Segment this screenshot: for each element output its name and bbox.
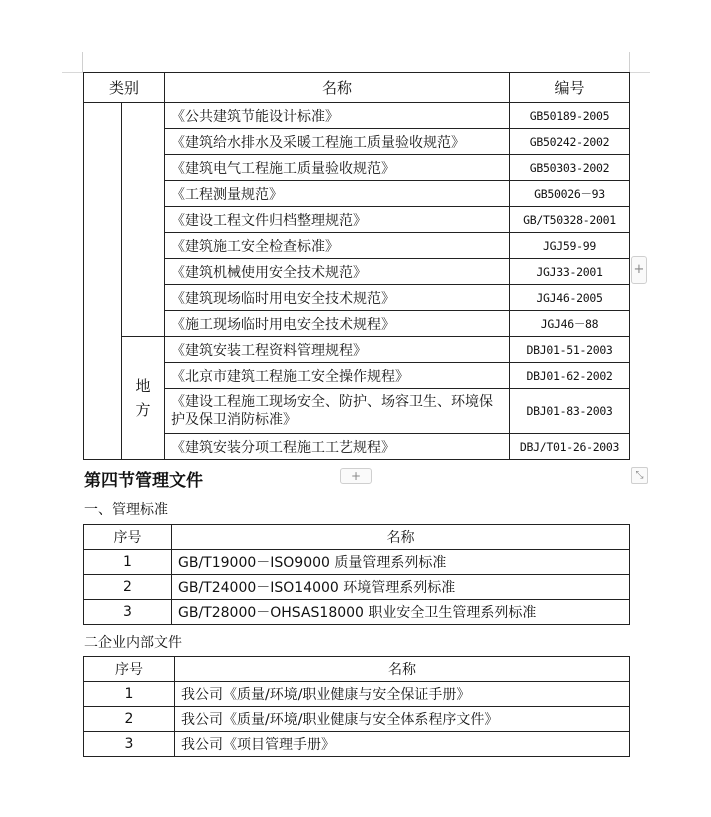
standards-table [83, 72, 630, 460]
table-row [84, 434, 630, 460]
table-row [84, 337, 630, 363]
table-row [84, 550, 630, 575]
standard-name: 《建筑给水排水及采暖工程施工质量验收规范》 [165, 129, 510, 155]
table-row [84, 732, 630, 757]
standard-code: JGJ46－88 [510, 311, 630, 337]
row-seq: 3 [84, 600, 172, 625]
header-name: 名称 [172, 525, 630, 550]
standard-name: 《北京市建筑工程施工安全操作规程》 [165, 363, 510, 389]
page-margin-mark-right [629, 52, 630, 72]
row-name: GB/T28000－OHSAS18000 职业安全卫生管理系列标准 [172, 600, 630, 625]
table-row [84, 707, 630, 732]
local-category-cell [122, 337, 165, 460]
standard-name: 《建设工程文件归档整理规范》 [165, 207, 510, 233]
standard-name: 《建筑施工安全检查标准》 [165, 233, 510, 259]
internal-documents-heading: 二企业内部文件 [84, 635, 182, 651]
standard-code: GB50242-2002 [510, 129, 630, 155]
add-row-button[interactable]: + [340, 468, 372, 484]
header-name: 名称 [175, 657, 630, 682]
row-name: GB/T19000－ISO9000 质量管理系列标准 [172, 550, 630, 575]
standard-code: DBJ/T01-26-2003 [510, 434, 630, 460]
row-name: 我公司《质量/环境/职业健康与安全体系程序文件》 [175, 707, 630, 732]
header-category: 类别 [84, 73, 165, 103]
internal-documents-table [83, 656, 630, 757]
row-seq: 3 [84, 732, 175, 757]
row-seq: 2 [84, 575, 172, 600]
table-row [84, 233, 630, 259]
local-category-label: 地方 [135, 377, 151, 419]
management-standards-table [83, 524, 630, 625]
table-resize-icon[interactable]: ⤡ [631, 467, 648, 484]
standard-name: 《建设工程施工现场安全、防护、场容卫生、环境保护及保卫消防标准》 [165, 389, 510, 434]
row-seq: 1 [84, 682, 175, 707]
standard-code: JGJ46-2005 [510, 285, 630, 311]
standard-code: DBJ01-62-2002 [510, 363, 630, 389]
standard-name: 《施工现场临时用电安全技术规程》 [165, 311, 510, 337]
table-row [84, 682, 630, 707]
standard-code: GB50189-2005 [510, 103, 630, 129]
row-name: GB/T24000－ISO14000 环境管理系列标准 [172, 575, 630, 600]
row-seq: 2 [84, 707, 175, 732]
row-name: 我公司《项目管理手册》 [175, 732, 630, 757]
standard-code: DBJ01-83-2003 [510, 389, 630, 434]
add-column-button[interactable]: + [631, 256, 647, 284]
table-row [84, 181, 630, 207]
header-name: 名称 [165, 73, 510, 103]
table-row [84, 129, 630, 155]
header-code: 编号 [510, 73, 630, 103]
section-title: 第四节管理文件 [84, 471, 203, 491]
standard-name: 《建筑安装工程资料管理规程》 [165, 337, 510, 363]
standard-code: GB50303-2002 [510, 155, 630, 181]
standard-code: GB50026－93 [510, 181, 630, 207]
standard-name: 《公共建筑节能设计标准》 [165, 103, 510, 129]
table-row [84, 600, 630, 625]
table-row [84, 575, 630, 600]
header-seq: 序号 [84, 657, 175, 682]
management-standards-heading: 一、管理标准 [84, 502, 168, 518]
standard-name: 《工程测量规范》 [165, 181, 510, 207]
category-cell [84, 103, 122, 460]
standard-name: 《建筑电气工程施工质量验收规范》 [165, 155, 510, 181]
row-seq: 1 [84, 550, 172, 575]
table-row [84, 389, 630, 434]
standard-name: 《建筑安装分项工程施工工艺规程》 [165, 434, 510, 460]
row-name: 我公司《质量/环境/职业健康与安全保证手册》 [175, 682, 630, 707]
table-row [84, 207, 630, 233]
table-row [84, 285, 630, 311]
national-category-cell [122, 103, 165, 337]
table-header-row [84, 657, 630, 682]
table-row [84, 103, 630, 129]
header-seq: 序号 [84, 525, 172, 550]
standard-code: JGJ59-99 [510, 233, 630, 259]
page-margin-mark-left [82, 52, 83, 72]
table-row [84, 259, 630, 285]
table-row [84, 155, 630, 181]
table-header-row [84, 73, 630, 103]
table-header-row [84, 525, 630, 550]
standard-code: GB/T50328-2001 [510, 207, 630, 233]
standard-code: JGJ33-2001 [510, 259, 630, 285]
standard-code: DBJ01-51-2003 [510, 337, 630, 363]
standard-name: 《建筑机械使用安全技术规范》 [165, 259, 510, 285]
table-row [84, 311, 630, 337]
table-row [84, 363, 630, 389]
standard-name: 《建筑现场临时用电安全技术规范》 [165, 285, 510, 311]
